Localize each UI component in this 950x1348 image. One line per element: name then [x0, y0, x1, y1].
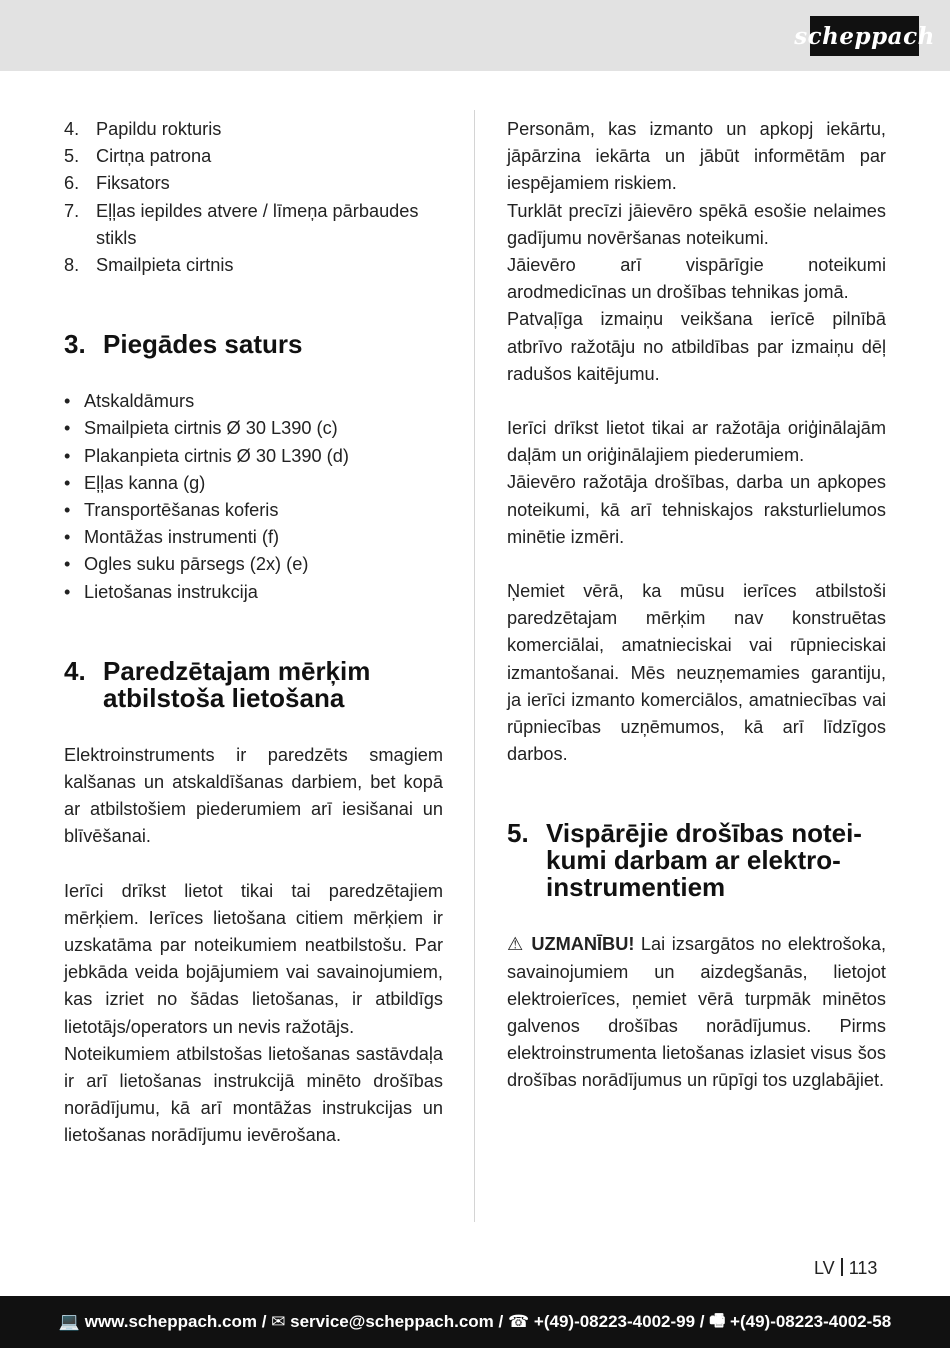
list-text: Smailpieta cirtnis Ø 30 L390 (c)	[84, 418, 338, 439]
page-number-value: 113	[848, 1258, 878, 1278]
fax-number: +(49)-08223-4002-58	[730, 1312, 892, 1331]
section-number: 4.	[64, 655, 86, 686]
footer-separator: /	[695, 1312, 710, 1331]
section-title: Piegādes saturs	[103, 329, 303, 360]
paragraph: Jāievēro arī vispārīgie noteikumi arodmedicīnas un drošības tehnikas jomā.	[507, 255, 886, 303]
list-text: Eļļas iepildes atvere / līmeņa pārbaudes stikls	[96, 200, 419, 248]
section-title-line: kumi darbam ar elektro-	[546, 845, 841, 876]
website-link[interactable]: www.scheppach.com	[84, 1312, 257, 1331]
scheppach-logo	[794, 16, 935, 56]
page-footer	[0, 1296, 950, 1348]
right-column	[507, 116, 886, 1095]
list-item: • Plakanpieta cirtnis Ø 30 L390 (d)	[64, 445, 349, 466]
list-item: • Transportēšanas koferis	[64, 500, 279, 521]
list-number: 8.	[64, 255, 80, 276]
list-text: Papildu rokturis	[96, 119, 222, 139]
list-number: 6.	[64, 173, 80, 194]
list-text: Atskaldāmurs	[84, 391, 195, 412]
section-number: 5.	[507, 818, 529, 849]
warning-label: UZMANĪBU!	[531, 934, 635, 955]
warning-paragraph	[507, 931, 886, 1094]
list-text: Eļļas kanna (g)	[84, 472, 206, 493]
list-item	[64, 198, 443, 252]
warning-text: Lai izsargātos no elektrošoka, savainojumiem un aizdegšanās, lietojot elektroierīces, ņemiet vērā turpmāk minētos galvenos drošības norādījumus. Pirms elektroinstrumenta lietošanas izlasiet visus šos drošības norādījumus un rūpīgi tos uzglabājiet.	[507, 934, 886, 1091]
mail-icon: ✉	[271, 1312, 286, 1331]
delivery-contents-list	[64, 388, 443, 606]
list-text: Smailpieta cirtnis	[96, 255, 234, 276]
footer-separator: /	[493, 1312, 508, 1331]
list-text: Fiksators	[96, 173, 170, 194]
phone-number: +(49)-08223-4002-99	[533, 1312, 696, 1331]
section-title-line: Vispārējie drošības notei-	[546, 818, 862, 849]
paragraph: Ņemiet vērā, ka mūsu ierīces atbilstoši paredzētajam mērķim nav konstruētas komerciālai, amatnieciskai vai rūpnieciskai izmantošanai. Mēs neuzņemamies garantiju, ja ierīci izmanto komerciālos, amatniecības vai rūpniecības uzņēmumos, kā arī līdzīgos darbos.	[507, 581, 886, 765]
list-number: 4.	[64, 119, 80, 139]
list-item: • Montāžas instrumenti (f)	[64, 527, 280, 548]
list-item	[64, 143, 443, 170]
section-4-heading	[64, 655, 443, 713]
page-number	[814, 1256, 877, 1280]
paragraph: Ierīci drīkst lietot tikai ar ražotāja oriģinālajām daļām un oriģinālajiem piederumiem.	[507, 418, 886, 466]
list-text: Ogles suku pārsegs (2x) (e)	[84, 554, 309, 575]
parts-list	[64, 116, 443, 279]
column-divider	[474, 110, 475, 1222]
paragraph: Personām, kas izmanto un apkopj iekārtu, jāpārzina iekārta un jābūt informētām par iespējamiem riskiem.	[507, 119, 886, 194]
paragraph: Jāievēro ražotāja drošības, darba un apkopes noteikumi, kā arī tehniskajos raksturlielumos minētie izmēri.	[507, 472, 886, 547]
list-number: 5.	[64, 146, 80, 167]
list-text: Transportēšanas koferis	[84, 500, 279, 521]
paragraph: Turklāt precīzi jāievēro spēkā esošie nelaimes gadījumu novēršanas noteikumi.	[507, 200, 886, 248]
list-item	[64, 116, 443, 143]
logo-text: scheppach	[794, 22, 935, 50]
list-item	[64, 252, 443, 279]
paragraph: Elektroinstruments ir paredzēts smagiem kalšanas un atskaldīšanas darbiem, bet kopā ar atbilstošiem piederumiem arī iesišanai un blīvēšanai.	[64, 744, 443, 847]
list-text: Montāžas instrumenti (f)	[84, 527, 280, 548]
section-title-line: atbilstoša lietošana	[103, 682, 345, 713]
list-item: • Atskaldāmurs	[64, 391, 195, 412]
computer-icon: 💻	[58, 1312, 80, 1331]
list-item: • Eļļas kanna (g)	[64, 472, 206, 493]
language-code: LV	[814, 1258, 835, 1278]
section-title-line: instrumentiem	[546, 872, 726, 903]
page-header	[0, 0, 950, 71]
email-link[interactable]: service@scheppach.com	[290, 1312, 494, 1331]
list-number: 7.	[64, 200, 80, 221]
page-number-separator	[841, 1258, 843, 1276]
list-item: • Lietošanas instrukcija	[64, 581, 258, 602]
fax-icon: 🖷	[709, 1310, 726, 1330]
list-text: Cirtņa patrona	[96, 146, 212, 167]
left-column	[64, 116, 443, 1150]
list-item: • Ogles suku pārsegs (2x) (e)	[64, 554, 309, 575]
section-3-heading	[64, 331, 443, 358]
footer-separator: /	[256, 1312, 272, 1331]
section-number: 3.	[64, 329, 86, 360]
list-item	[64, 170, 443, 197]
section-title-line: Paredzētajam mērķim	[103, 655, 371, 686]
paragraph: Noteikumiem atbilstošas lietošanas sastāvdaļa ir arī lietošanas instrukcijā minēto drošības norādījumu, kā arī montāžas instrukcijas un lietošanas norādījumu ievērošana.	[64, 1043, 443, 1146]
phone-icon: ☎	[507, 1312, 530, 1331]
list-text: Lietošanas instrukcija	[84, 581, 258, 602]
paragraph: Ierīci drīkst lietot tikai tai paredzētajiem mērķiem. Ierīces lietošana citiem mērķiem ir uzskatāma par noteikumiem neatbilstošu. Par jebkāda veida bojājumiem vai savainojumiem, kas izriet no šādas lietošanas, ir atbildīgs lietotājs/operators un nevis ražotājs.	[64, 880, 443, 1037]
section-5-heading	[507, 820, 886, 901]
list-item: • Smailpieta cirtnis Ø 30 L390 (c)	[64, 418, 338, 439]
list-text: Plakanpieta cirtnis Ø 30 L390 (d)	[84, 445, 349, 466]
paragraph: Patvaļīga izmaiņu veikšana ierīcē pilnībā atbrīvo ražotāju no atbildības par izmaiņu dēļ radušos kaitējumu.	[507, 309, 886, 384]
warning-icon: ⚠	[507, 934, 525, 955]
